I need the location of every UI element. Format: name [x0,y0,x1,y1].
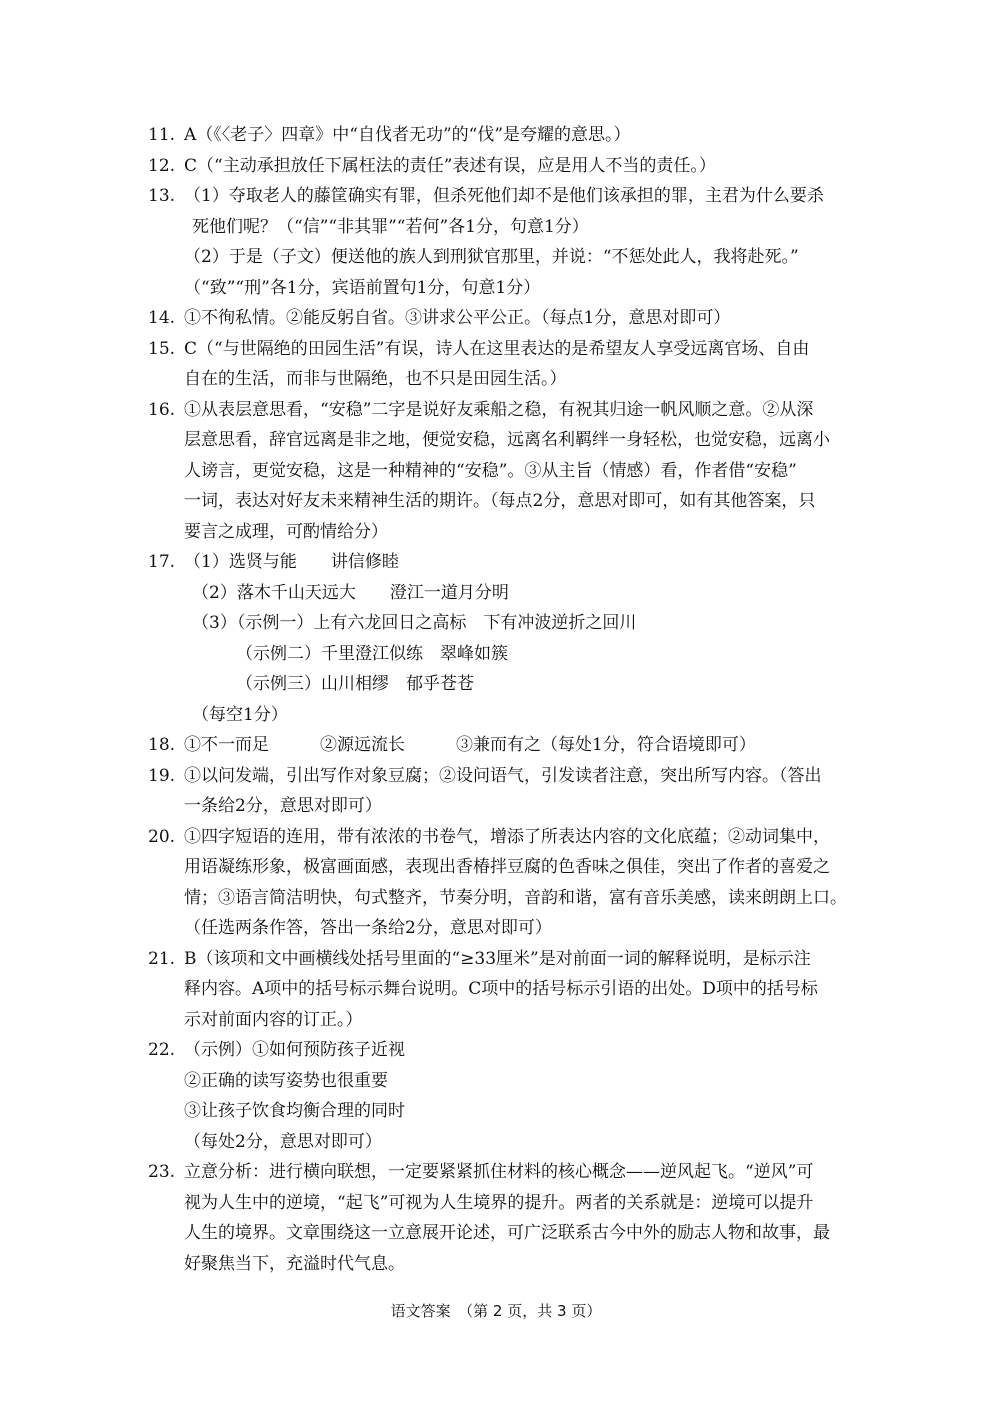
answer-text: （每处2分，意思对即可） [184,1131,382,1152]
answer-text: 视为人生中的逆境，“起飞”可视为人生境界的提升。两者的关系就是：逆境可以提升 [184,1192,814,1213]
answer-text: B（该项和文中画横线处括号里面的“≥33厘米”是对前面一词的解释说明，是标示注 [184,948,811,969]
answer-text: A（《〈老子〉四章》中“自伐者无功”的“伐”是夸耀的意思。） [184,125,631,145]
answer-text: （3）（示例一）上有六龙回日之高标 下有冲波逆折之回川 [192,613,637,633]
item-number: 23. [148,1162,176,1182]
answer-text: 示对前面内容的订正。） [184,1009,363,1030]
item-number: 21. [148,948,176,969]
answer-16 [148,395,848,548]
answer-18 [148,730,848,761]
answer-text: C（“主动承担放任下属枉法的责任”表述有误，应是用人不当的责任。） [184,155,716,176]
item-number: 22. [148,1040,176,1060]
answer-text: （示例）①如何预防孩子近视 [184,1040,405,1060]
answer-text: 死他们呢？（“信”“非其罪”“若何”各1分，句意1分） [192,216,589,237]
answer-text: 一条给2分，意思对即可） [184,796,382,816]
answer-text: 情；③语言简洁明快，句式整齐，节奏分明，音韵和谐，富有音乐美感，读来朗朗上口。 [184,887,847,908]
answer-22 [148,1035,848,1157]
answer-text: （2）落木千山天远大 澄江一道月分明 [192,582,509,603]
item-number: 16. [148,399,176,420]
answer-text: ①以问发端，引出写作对象豆腐；②设问语气，引发读者注意，突出所写内容。（答出 [184,765,822,786]
answer-text: ①从表层意思看，“安稳”二字是说好友乘船之稳，有祝其归途一帆风顺之意。②从深 [184,399,814,420]
answer-text: ①不一而足 ②源远流长 ③兼而有之（每处1分，符合语境即可） [184,735,756,755]
answer-17 [148,547,848,730]
item-number: 18. [148,735,176,755]
answer-text: 用语凝练形象，极富画面感，表现出香椿拌豆腐的色香味之俱佳，突出了作者的喜爱之 [184,857,830,877]
item-number: 12. [148,155,176,176]
answer-text: 释内容。A项中的括号标示舞台说明。C项中的括号标示引语的出处。D项中的括号标 [184,979,818,999]
item-number: 19. [148,765,176,786]
answer-12 [148,151,848,182]
answer-text: 好聚焦当下，充溢时代气息。 [184,1253,405,1274]
answer-text: （任选两条作答，答出一条给2分，意思对即可） [184,918,552,938]
answer-text: （1）夺取老人的藤筐确实有罪，但杀死他们却不是他们该承担的罪，主君为什么要杀 [184,186,824,206]
answer-text: ③让孩子饮食均衡合理的同时 [184,1101,405,1121]
answer-text: 自在的生活，而非与世隔绝，也不只是田园生活。） [184,369,567,389]
answer-text: （示例二）千里澄江似练 翠峰如簇 [236,643,508,664]
answer-text: ②正确的读写姿势也很重要 [184,1070,388,1091]
answer-text: （2）于是（子文）便送他的族人到刑狱官那里，并说：“不惩处此人，我将赴死。” [184,247,799,267]
answer-20 [148,822,848,944]
answer-text: （每空1分） [192,704,288,725]
answer-text: 人谤言，更觉安稳，这是一种精神的“安稳”。③从主旨（情感）看，作者借“安稳” [184,460,797,481]
item-number: 20. [148,826,176,847]
answer-15 [148,334,848,395]
answer-text: 层意思看，辞官远离是非之地，便觉安稳，远离名利羁绊一身轻松，也觉安稳，远离小 [184,430,830,450]
answer-text: 一词，表达对好友未来精神生活的期许。（每点2分，意思对即可，如有其他答案，只 [184,491,816,511]
item-number: 11. [148,125,176,145]
answer-text: （“致”“刑”各1分，宾语前置句1分，句意1分） [184,277,541,298]
answer-text: ①不徇私情。②能反躬自省。③讲求公平公正。（每点1分，意思对即可） [184,308,731,328]
answer-text: （示例三）山川相缪 郁乎苍苍 [236,674,474,694]
item-number: 17. [148,552,176,572]
answer-text: 立意分析：进行横向联想，一定要紧紧抓住材料的核心概念——逆风起飞。“逆风”可 [184,1162,814,1182]
answer-text: 人生的境界。文章围绕这一立意展开论述，可广泛联系古今中外的励志人物和故事，最 [184,1223,830,1243]
item-number: 15. [148,338,176,359]
answer-text: ①四字短语的连用，带有浓浓的书卷气，增添了所表达内容的文化底蕴；②动词集中， [184,826,830,847]
answer-list [148,120,848,1279]
answer-text: 要言之成理，可酌情给分） [184,521,388,542]
answer-text: C（“与世隔绝的田园生活”有误，诗人在这里表达的是希望友人享受远离官场、自由 [184,338,810,359]
answer-13 [148,181,848,303]
item-number: 13. [148,186,176,206]
answer-14 [148,303,848,334]
answer-11 [148,120,848,151]
page-footer: 语文答案 （第 2 页，共 3 页） [390,1302,602,1320]
answer-19 [148,761,848,822]
answer-text: （1）选贤与能 讲信修睦 [184,552,399,572]
answer-21 [148,944,848,1036]
answer-23 [148,1157,848,1279]
item-number: 14. [148,308,176,328]
